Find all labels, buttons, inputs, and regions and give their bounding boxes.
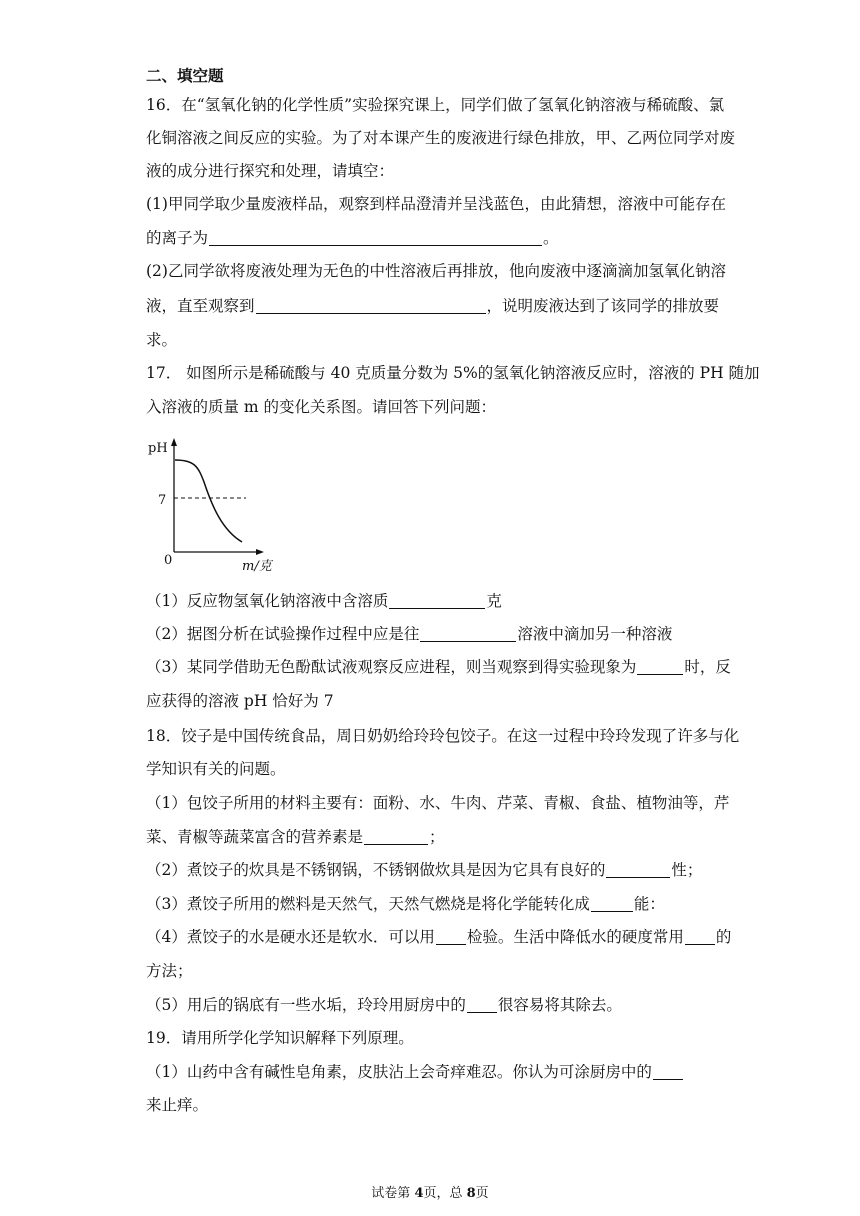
q16-line3: 液的成分进行探究和处理，请填空：	[146, 162, 395, 180]
q16-p2-line3: 求。	[146, 331, 178, 349]
q17-p3-line1	[146, 656, 731, 678]
q17-p1	[146, 590, 502, 612]
q19-line1: 19．请用所学化学知识解释下列原理。	[146, 1029, 414, 1047]
q18-p4-answer-blank-1[interactable]	[436, 928, 466, 945]
q16-p2-line2	[146, 295, 719, 317]
q16-line2: 化铜溶液之间反应的实验。为了对本课产生的废液进行绿色排放，甲、乙两位同学对废	[146, 129, 736, 147]
footer-middle: 页，总	[423, 1186, 467, 1201]
q16-p2-text: 液，直至观察到	[146, 297, 255, 315]
q18-p4-line1	[146, 926, 731, 948]
graph-y-arrow	[171, 438, 177, 446]
q17-p2	[146, 623, 672, 645]
q17-p3-line2: 应获得的溶液 pH 恰好为 7	[146, 692, 334, 710]
q18-p1-end: ；	[429, 828, 445, 846]
q18-p5	[146, 994, 622, 1016]
q19-p1-text: （1）山药中含有碱性皂角素，皮肤沾上会奇痒难忍。你认为可涂厨房中的	[146, 1063, 652, 1081]
q18-p4-answer-blank-2[interactable]	[685, 928, 715, 945]
q16-p2-answer-blank[interactable]	[256, 297, 486, 314]
q18-p4-text-mid: 检验。生活中降低水的硬度常用	[466, 928, 684, 946]
footer-page-number: 4	[414, 1186, 424, 1201]
q18-p5-end: 很容易将其除去。	[497, 996, 622, 1014]
page-footer	[0, 1182, 860, 1201]
q17-p3-answer-blank[interactable]	[637, 658, 683, 675]
q18-line2: 学知识有关的问题。	[146, 760, 286, 778]
q17-p1-answer-blank[interactable]	[389, 592, 485, 609]
q19-p1-answer-blank[interactable]	[653, 1063, 683, 1080]
q18-p3-text: （3）煮饺子所用的燃料是天然气，天然气燃烧是将化学能转化成	[146, 895, 590, 913]
q17-p2-text-end: 溶液中滴加另一种溶液	[517, 625, 673, 643]
q18-p1-text: 菜、青椒等蔬菜富含的营养素是	[146, 828, 364, 846]
q18-p2-answer-blank[interactable]	[606, 861, 670, 878]
graph-y-tick: 7	[158, 493, 167, 508]
q16-p2-line1: (2)乙同学欲将废液处理为无色的中性溶液后再排放，他向废液中逐滴滴加氢氧化钠溶	[146, 262, 726, 280]
q16-p2-text-end: ，说明废液达到了该同学的排放要	[486, 297, 720, 315]
q18-p2-end: 性；	[671, 861, 703, 879]
q18-p3-answer-blank[interactable]	[591, 895, 633, 912]
footer-prefix: 试卷第	[371, 1186, 415, 1201]
q18-p5-text: （5）用后的锅底有一些水垢，玲玲用厨房中的	[146, 996, 466, 1014]
q18-p3-end: 能：	[633, 895, 665, 913]
section-title: 二、填空题	[146, 67, 224, 85]
q18-p2-text: （2）煮饺子的炊具是不锈钢锅，不锈钢做炊具是因为它具有良好的	[146, 861, 606, 879]
ph-curve-graph	[146, 436, 281, 578]
q16-p1-answer-blank[interactable]	[209, 229, 542, 246]
q18-p4-text-end: 的	[715, 928, 732, 946]
q18-p2	[146, 859, 702, 881]
q17-line2: 入溶液的质量 m 的变化关系图。请回答下列问题：	[146, 398, 497, 416]
q18-line1: 18．饺子是中国传统食品，周日奶奶给玲玲包饺子。在这一过程中玲玲发现了许多与化	[146, 727, 740, 745]
graph-x-arrow	[256, 549, 264, 555]
q17-p2-answer-blank[interactable]	[420, 625, 516, 642]
q16-p1-line2	[146, 227, 559, 249]
q19-p1-line2: 来止痒。	[146, 1096, 209, 1114]
graph-ph-curve	[175, 460, 242, 542]
q16-p1-text: 的离子为	[146, 229, 209, 247]
q17-p1-text: （1）反应物氢氧化钠溶液中含溶质	[146, 592, 389, 610]
graph-x-label: m/克	[242, 559, 272, 574]
graph-origin: 0	[164, 553, 173, 568]
footer-suffix: 页	[475, 1186, 489, 1201]
q17-p1-unit: 克	[486, 592, 502, 610]
q16-line1: 16．在“氢氧化钠的化学性质”实验探究课上，同学们做了氢氧化钠溶液与稀硫酸、氯	[146, 96, 725, 114]
q18-p3	[146, 893, 665, 915]
q18-p1-line2	[146, 826, 445, 848]
q19-p1-line1	[146, 1061, 684, 1083]
q17-line1: 17． 如图所示是稀硫酸与 40 克质量分数为 5%的氢氧化钠溶液反应时，溶液的 PH 随加	[146, 364, 760, 382]
q18-p4-text: （4）煮饺子的水是硬水还是软水．可以用	[146, 928, 435, 946]
q16-p1-end: 。	[543, 229, 559, 247]
q17-p3-text-end: 时，反	[684, 658, 731, 676]
q17-p3-text: （3）某同学借助无色酚酞试液观察反应进程，则当观察到得实验现象为	[146, 658, 637, 676]
footer-total-pages: 8	[466, 1186, 476, 1201]
q16-p1-line1: (1)甲同学取少量废液样品，观察到样品澄清并呈浅蓝色，由此猜想，溶液中可能存在	[146, 195, 726, 213]
q18-p5-answer-blank[interactable]	[467, 996, 497, 1013]
q18-p1-answer-blank[interactable]	[364, 828, 428, 845]
q18-p1-line1: （1）包饺子所用的材料主要有：面粉、水、牛肉、芹菜、青椒、食盐、植物油等，芹	[146, 794, 730, 812]
q17-p2-text: （2）据图分析在试验操作过程中应是往	[146, 625, 420, 643]
q18-p4-line2: 方法；	[146, 962, 193, 980]
graph-y-label: pH	[148, 441, 168, 456]
